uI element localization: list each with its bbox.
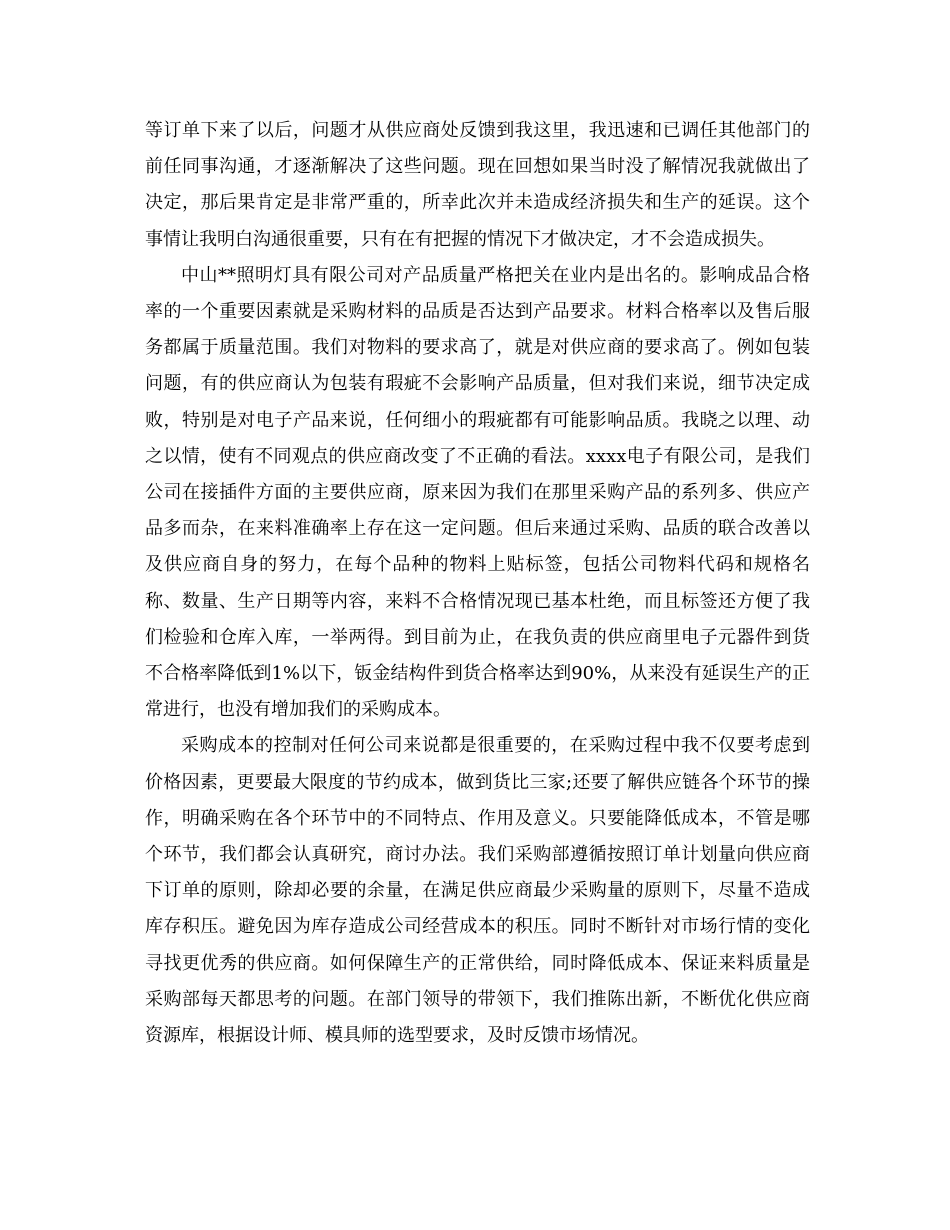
paragraph-2: 中山**照明灯具有限公司对产品质量严格把关在业内是出名的。影响成品合格率的一个重要因素就是采购材料的品质是否达到产品要求。材料合格率以及售后服务都属于质量范围。我们对物料的要求高了，就是对供应商的要求高了。例如包装问题，有的供应商认为包装有瑕疵不会影响产品质量，但对我们来说，细节决定成败，特别是对电子产品来说，任何细小的瑕疵都有可能影响品质。我晓之以理、动之以情，使有不同观点的供应商改变了不正确的看法。xxxx电子有限公司，是我们公司在接插件方面的主要供应商，原来因为我们在那里采购产品的系列多、供应产品多而杂，在来料准确率上存在这一定问题。但后来通过采购、品质的联合改善以及供应商自身的努力，在每个品种的物料上贴标签，包括公司物料代码和规格名称、数量、生产日期等内容，来料不合格情况现已基本杜绝，而且标签还方便了我们检验和仓库入库，一举两得。到目前为止，在我负责的供应商里电子元器件到货不合格率降低到1%以下，钣金结构件到货合格率达到90%，从来没有延误生产的正常进行，也没有增加我们的采购成本。: [145, 264, 810, 721]
paragraph-3: 采购成本的控制对任何公司来说都是很重要的，在采购过程中我不仅要考虑到价格因素，更要最大限度的节约成本，做到货比三家;还要了解供应链各个环节的操作，明确采购在各个环节中的不同特点、作用及意义。只要能降低成本，不管是哪个环节，我们都会认真研究，商讨办法。我们采购部遵循按照订单计划量向供应商下订单的原则，除却必要的余量，在满足供应商最少采购量的原则下，尽量不造成库存积压。避免因为库存造成公司经营成本的积压。同时不断针对市场行情的变化寻找更优秀的供应商。如何保障生产的正常供给，同时降低成本、保证来料质量是采购部每天都思考的问题。在部门领导的带领下，我们推陈出新，不断优化供应商资源库，根据设计师、模具师的选型要求，及时反馈市场情况。: [145, 735, 810, 1047]
paragraph-1: 等订单下来了以后，问题才从供应商处反馈到我这里，我迅速和已调任其他部门的前任同事沟通，才逐渐解决了这些问题。现在回想如果当时没了解情况我就做出了决定，那后果肯定是非常严重的，所幸此次并未造成经济损失和生产的延误。这个事情让我明白沟通很重要，只有在有把握的情况下才做决定，才不会造成损失。: [145, 120, 810, 250]
document-body: [145, 113, 810, 1054]
